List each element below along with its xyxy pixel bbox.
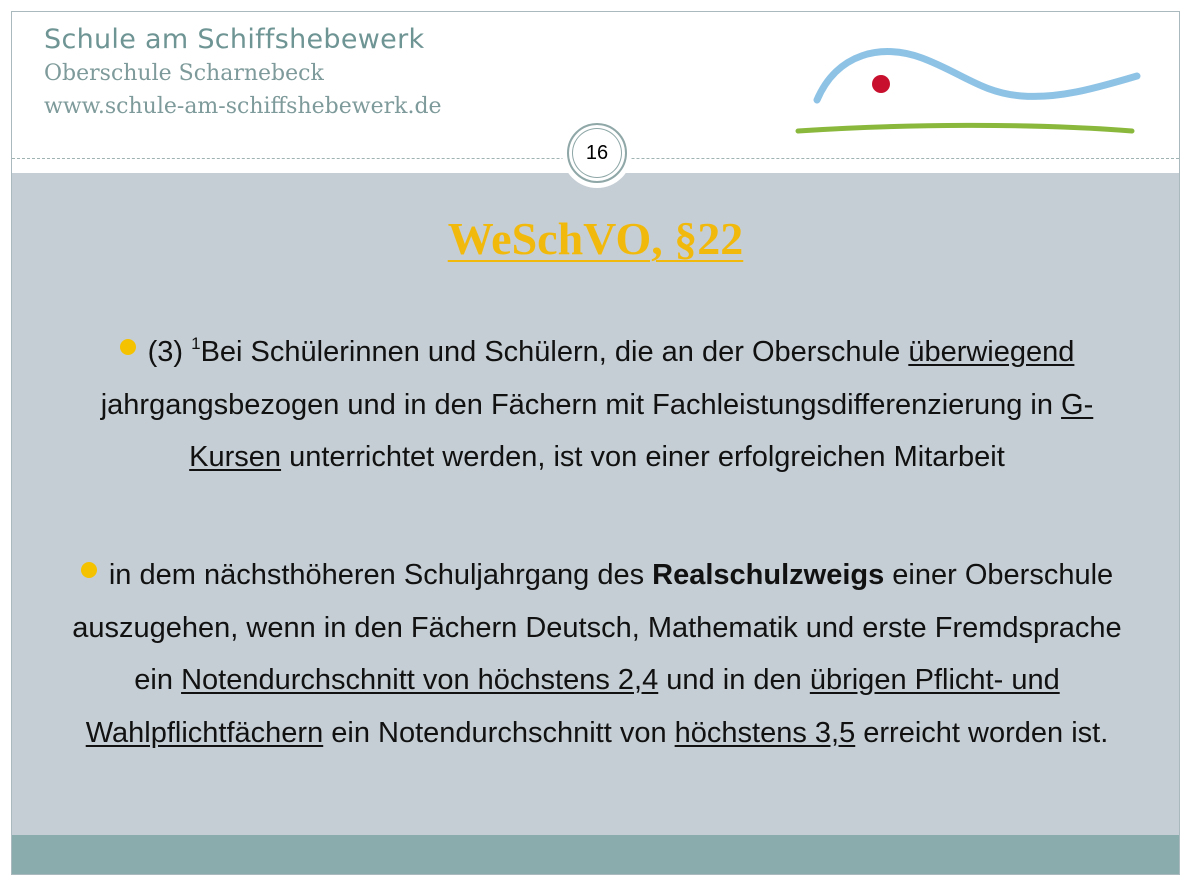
p2-text-4: ein Notendurchschnitt von	[323, 716, 675, 749]
p2-underlined-1: Notendurchschnitt von höchstens 2,4	[181, 664, 659, 696]
slide-footer-bar	[12, 835, 1179, 875]
p1-prefix: (3)	[147, 336, 192, 368]
p2-text-1: in dem nächsthöheren Schuljahrgang des	[108, 559, 653, 591]
p1-underlined-1: überwiegend	[908, 336, 1075, 368]
p1-text-3: unterrichtet werden, ist von einer erfolgreichen Mitarbeit	[281, 441, 1005, 473]
bullet-icon	[81, 562, 97, 578]
slide-frame	[11, 11, 1180, 875]
p2-underlined-3: höchstens 3,5	[674, 716, 856, 749]
school-website: www.schule-am-schiffshebewerk.de	[44, 94, 442, 119]
paragraph-2	[72, 549, 1122, 759]
p2-bold: Realschulzweigs	[652, 559, 885, 591]
school-logo-icon	[792, 38, 1142, 138]
paragraph-1	[72, 326, 1122, 484]
p2-underlined-2: übrigen Pflicht- und Wahlpflichtfächern	[85, 664, 1060, 749]
p1-underlined-2: G-Kursen	[189, 388, 1094, 473]
slide-number: 16	[567, 123, 627, 183]
p2-text-3: und in den	[658, 664, 810, 696]
p2-text-5: erreicht worden ist.	[855, 716, 1109, 749]
p1-text-1: Bei Schülerinnen und Schülern, die an der Oberschule	[200, 336, 909, 368]
logo-ground	[798, 125, 1132, 131]
p2-text-2: einer Oberschule auszugehen, wenn in den Fächern Deutsch, Mathematik und erste Fremdsprache ein	[72, 559, 1122, 696]
school-name: Schule am Schiffshebewerk	[44, 24, 425, 55]
logo-dot	[872, 75, 890, 93]
school-type: Oberschule Scharnebeck	[44, 61, 324, 86]
slide-title: WeSchVO, §22	[447, 213, 744, 264]
logo-wave	[817, 52, 1137, 100]
p1-text-2: jahrgangsbezogen und in den Fächern mit Fachleistungsdifferenzierung in	[100, 388, 1062, 421]
p1-superscript: 1	[191, 334, 201, 353]
bullet-icon	[120, 339, 136, 355]
